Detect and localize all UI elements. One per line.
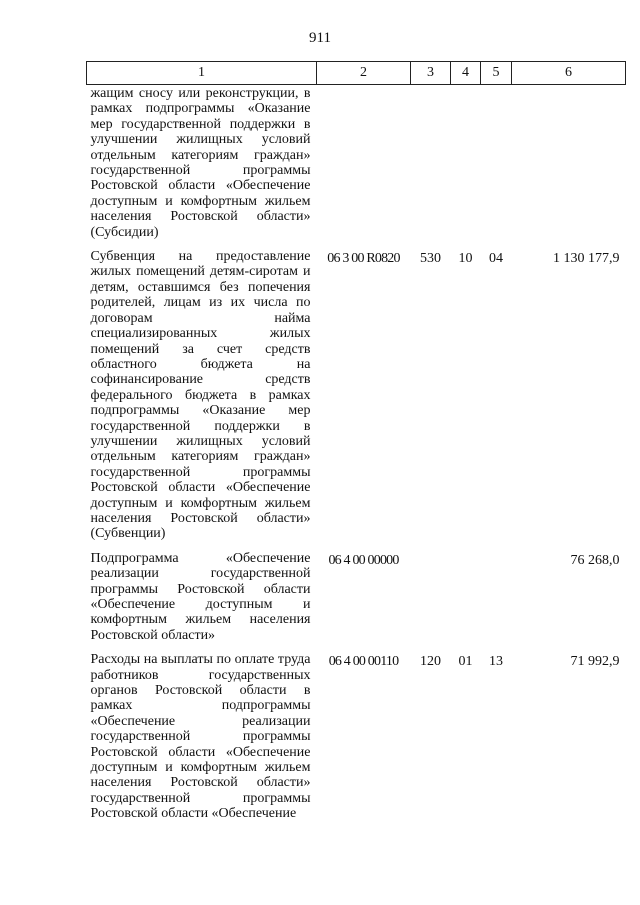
row-rz: 10: [458, 251, 473, 267]
row-amount: 1 130 177,9: [553, 251, 620, 267]
page-number: 911: [309, 30, 331, 46]
header-col-6: 6: [512, 62, 626, 85]
row-rz: [451, 85, 481, 249]
row-pr: 13: [489, 654, 503, 670]
row-description: жащим сносу или реконструкции, в рамках подпрограммы «Оказание мер государственной поддержки в улучшении жилищных условий отдельным категориям граждан» государственной программы Ростовской области «Обеспечение доступным и комфортным жильем населения Ростовской области» (Субсидии): [90, 86, 311, 240]
row-pr: [481, 85, 512, 249]
row-pr: [481, 550, 512, 651]
row-description: Подпрограмма «Обеспечение реализации государственной программы Ростовской области «Обеспечение доступным и комфортным жильем населения Ростовской области»: [90, 550, 311, 643]
header-col-4: 4: [451, 62, 481, 85]
budget-table: [86, 61, 626, 830]
header-col-1: 1: [87, 62, 317, 85]
row-vr: 120: [420, 654, 441, 670]
row-code: 06 4 00 00110: [328, 654, 399, 670]
header-col-3: 3: [411, 62, 451, 85]
row-amount: 71 992,9: [570, 654, 620, 670]
row-code: [317, 85, 411, 249]
row-rz: [451, 550, 481, 651]
header-row: [87, 62, 626, 85]
row-pr: 04: [489, 251, 503, 267]
row-amount: [512, 85, 626, 249]
table-row: [87, 550, 626, 651]
header-col-2: 2: [317, 62, 411, 85]
row-rz: 01: [458, 654, 473, 670]
row-vr: [411, 550, 451, 651]
table-row: [87, 651, 626, 829]
table-row: [87, 248, 626, 550]
row-code: 06 4 00 00000: [328, 552, 399, 568]
table-row: [87, 85, 626, 249]
row-vr: [411, 85, 451, 249]
header-col-5: 5: [481, 62, 512, 85]
row-description: Субвенция на предоставление жилых помещений детям-сиротам и детям, оставшимся без попечения родителей, лицам из их числа по договорам найма специализированных жилых помещений за счет средств областного бюджета на софинансирование средств федерального бюджета в рамках подпрограммы «Оказание мер государственной поддержки в улучшении жилищных условий отдельным категориям граждан» государственной программы Ростовской области «Обеспечение доступным и комфортным жильем населения Ростовской области» (Субвенции): [90, 249, 311, 542]
row-amount: 76 268,0: [570, 552, 620, 568]
row-description: Расходы на выплаты по оплате труда работников государственных органов Ростовской области в рамках подпрограммы «Обеспечение реализации государственной программы Ростовской области «Обеспечение доступным и комфортным жильем населения Ростовской области» государственной программы Ростовской области «Обеспечение: [90, 652, 311, 822]
row-code: 06 3 00 R0820: [327, 251, 400, 267]
row-vr: 530: [420, 251, 441, 267]
